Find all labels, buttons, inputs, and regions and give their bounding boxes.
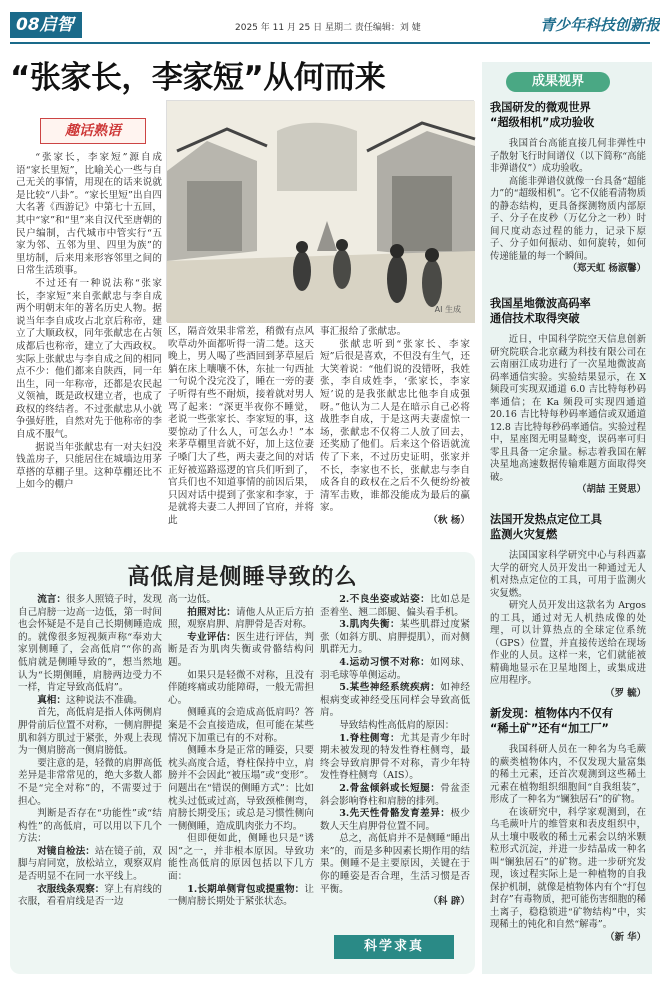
paragraph: 张献忠听到“张家长、李家短”后很是喜欢，不但没有生气，还大笑着说：“他们说的没错呀，我姓张，李自成姓李，‘张家长，李家短’说的是我张献忠比他李自成强呀。”他认为二人是在暗示自己必将战胜李自成，于是这两夫妻虚惊一场，张献忠不仅将二人放了回去，还奖励了他们。后来这个俗语就流传了下来，不过历史证明，张家并不长，李家也不长，张献忠与李自成各自的政权在之后不久便纷纷被清军击败，谁都没能成为最后的赢家。 [320, 338, 470, 514]
health-article-title: 高低肩是侧睡导致的么 [127, 565, 358, 590]
lead-label: 3.肌肉失衡： [339, 619, 401, 631]
lead-label: 2.骨盆倾斜或长短腿： [339, 782, 441, 794]
health-column-1 [18, 594, 162, 972]
paragraph [18, 884, 162, 909]
lead-label: 流言： [37, 594, 66, 605]
news-body-4 [490, 744, 646, 970]
paragraph: 要注意的是，轻微的肩胛高低差异是非常常见的，绝大多数人都不是“完全对称”的，不需要过于担心。 [18, 757, 162, 807]
news-body-1 [490, 138, 646, 294]
lead-label: 对镜自检法： [37, 845, 95, 857]
column-tag-label: 趣话熟语 [65, 123, 121, 139]
paragraph-text: 这种说法不准确。 [65, 694, 143, 706]
paragraph: 首先，高低肩是指人体两侧肩胛骨前后位置不对称，一侧肩胛提肌和斜方肌过于紧张，外观上表现为一侧肩膀高一侧肩膀低。 [18, 707, 162, 757]
title-line: “稀土矿”还有“加工厂” [490, 722, 609, 735]
paragraph-text: 如网球、羽毛球等单侧运动。 [320, 656, 471, 681]
health-column-2 [168, 594, 314, 972]
paragraph: 近日，中国科学院空天信息创新研究院联合北京藏为科技有限公司在云南丽江成功进行了一次星地微波高码率通信实验。实验结果显示，在 X 频段可实现双通道 6.0 吉比特每秒码率通信；在 Ka 频段可实现四通道 20.16 吉比特每秒码率通信或双通道 12.8 吉比特每秒码率通信。实验过程中，星座图无明显畸变，误码率可归零且具备一定余量。标志着我国在解决星地高速数据传输难题方面取得突破。 [490, 334, 646, 483]
paragraph: 判断是否存在“功能性”或“结构性”的高低肩，可以用以下几个方法： [18, 808, 162, 845]
paragraph: 在该研究中，科学家观测到，在乌毛蕨叶片的维管束和表皮组织中，从土壤中吸收的稀土元素会以纳米颗粒形式沉淀，并进一步结晶成一种名叫“镧独居石”的矿物。进一步研究发现，该过程实际上是一种植物的自我保护机制，就像是植物体内有个“打包封存”有毒物质，把可能伤害细胞的稀土离子，稳稳锁进“矿物结构”中，实现稀土的钝化和自然“解毒”。 [490, 806, 646, 930]
paragraph: 侧睡本身是正常的睡姿，只要枕头高度合适，脊柱保持中立，肩膀并不会因此“被压塌”或“变形”。问题出在“错误的侧睡方式”：比如枕头过低或过高，导致颈椎侧弯，肩膀长期受压；或总是习惯性侧向一侧侧睡，造成肌肉张力不均。 [168, 745, 314, 832]
paragraph [320, 682, 470, 720]
lead-label: 3.先天性骨骼发育差异： [339, 808, 451, 820]
paragraph [320, 594, 470, 619]
paragraph: 研究人员开发出这款名为 Argos 的工具，通过对无人机热成像的处理，可以计算热点的全球定位系统（GPS）位置，并直接传送给在现场作业的人员。这样一来，它们就能被精确地显示在卫星地图上，或集成进应用程序。 [490, 600, 646, 686]
paragraph: 我国科研人员在一种名为乌毛蕨的蕨类植物体内，不仅发现大量富集的稀土元素，还首次观测到这些稀土元素在植物组织细胞间“自我组装”，形成了一种名为“镧独居石”的矿物。 [490, 744, 646, 805]
title-line: 监测火灾复燃 [490, 528, 558, 541]
page-section-tag: 08启智 [10, 12, 82, 38]
paragraph [320, 657, 470, 682]
paragraph: 我国首台高能直接几何非弹性中子散射飞行时间谱仪（以下简称“高能非弹谱仪”）成功验收。 [490, 138, 646, 174]
image-caption: AI 生成 [434, 305, 461, 314]
byline: （新 华） [605, 931, 646, 943]
title-line: 通信技术取得突破 [490, 312, 580, 325]
feature-illustration [166, 100, 474, 322]
title-line: 我国研发的微观世界 [490, 101, 591, 114]
paragraph [168, 884, 314, 909]
paragraph-text: 比如总是歪着坐、翘二郎腿、偏头看手机。 [320, 594, 471, 618]
news-title-2 [490, 296, 591, 326]
paragraph [18, 594, 162, 695]
paragraph: 但即便如此，侧睡也只是“诱因”之一，并非根本原因。导致功能性高低肩的原因包括以下几方面： [168, 833, 314, 883]
paragraph: 侧睡真的会造成高低肩吗？答案是不会直接造成，但可能在某些情况下加重已有的不对称。 [168, 707, 314, 744]
lead-label: 1.脊柱侧弯： [339, 732, 401, 744]
paragraph-text: 尤其是青少年时期未被发现的特发性脊柱侧弯，最终会导致肩胛骨不对称，青少年特发性脊柱侧弯（AIS）。 [320, 732, 471, 782]
paragraph [18, 695, 162, 708]
lead-label: 拍照对比： [187, 606, 237, 618]
feature-column-1 [16, 152, 162, 548]
lead-label: 2.不良坐姿或站姿： [339, 594, 431, 605]
news-title-3 [490, 512, 602, 542]
news-title-1 [490, 100, 594, 130]
news-body-3 [490, 550, 646, 699]
paragraph: 不过还有一种说法称“张家长，李家短”来自张献忠与李自成两个明朝末年的著名历史人物。据说当年李自成攻占北京后称帝，建立了大顺政权，同年张献忠在占领成都后也称帝，建立了大西政权。实际上张献忠与李自成之间的相同点不少：他们都来自陕西，同一年出生，同一年称帝，还都是农民起义领袖，既是政权建立者，也成了政权的终结者。不过张献忠从小就争强好胜，自然对先于他称帝的李自成不服气。 [16, 277, 162, 441]
byline: （罗 毓） [605, 687, 646, 699]
lead-label: 1.长期单侧背包或提重物： [187, 883, 305, 895]
sidebar-heading: 成果视界 [506, 72, 610, 92]
paragraph-text: 极少数人天生肩胛骨位置不同。 [320, 808, 471, 832]
news-title-4 [490, 706, 613, 736]
title-line: 新发现：植物体内不仅有 [490, 707, 614, 720]
news-body-2 [490, 334, 646, 510]
paragraph: 导致结构性高低肩的原因： [339, 719, 455, 731]
title-line: 法国开发热点定位工具 [490, 513, 602, 526]
title-line: “超级相机”成功验收 [490, 116, 595, 129]
lead-label: 4.运动习惯不对称： [339, 656, 431, 668]
byline: （胡喆 王贤思） [577, 484, 646, 495]
lead-label: 衣服线条观察： [37, 883, 105, 895]
paragraph: 法国国家科学研究中心与科西嘉大学的研究人员开发出一种通过无人机对热点定位的工具，可用于监测火灾复燃。 [490, 550, 646, 599]
paragraph [320, 733, 470, 783]
header-divider [10, 42, 650, 44]
paragraph-text: 骨盆歪斜会影响脊柱和肩膀的排列。 [320, 782, 471, 807]
paragraph: 总之，高低肩并不是侧睡“睡出来”的，而是多种因素长期作用的结果。侧睡不是主要原因，关键在于你的睡姿是否合理，生活习惯是否平衡。 [320, 833, 470, 895]
paragraph: 据说当年张献忠有一对夫妇没钱盖房子，只能居住在城墙边用茅草搭的草棚子里。这种草棚还比不上如今的棚户 [16, 441, 162, 491]
title-line: 我国星地微波高码率 [490, 297, 591, 310]
paragraph-text: 请他人从正后方拍照，观察肩胛、肩胛骨是否对称。 [168, 606, 315, 631]
feature-column-2 [168, 326, 314, 548]
lead-label: 专业评估： [187, 631, 237, 643]
ink-painting-street-scene [167, 101, 475, 323]
byline: （科 辟） [428, 896, 470, 908]
health-column-3 [320, 594, 470, 930]
paragraph [168, 632, 314, 670]
paragraph [320, 808, 470, 833]
paragraph [320, 619, 470, 657]
paragraph: 如果只是轻微不对称，且没有伴随疼痛或功能障碍，一般无需担心。 [168, 669, 314, 706]
paragraph: 高能非弹谱仪就像一台具备“超能力”的“超级相机”。它不仅能看清物质的静态结构，更具备探测物质内部原子、分子在皮秒（万亿分之一秒）时间尺度动态过程的能力，记录下原子、分子如何振动、如何旋转，如何传递能量的每一个瞬间。 [490, 175, 646, 262]
paragraph: 区，隔音效果非常差，稍微有点风吹草动外面都听得一清二楚。这天晚上，男人喝了些酒回到茅草屋后躺在床上嚷嚷不休，东扯一句西扯一句说个没完没了，睡在一旁的妻子听得有些不耐烦，接着就对男人骂了起来：“深更半夜你不睡觉，老说一些张家长、李家短的事，这要惊动了什么人，可怎么办！”本来茅草棚里音就不好，加上这位妻子嗓门大了些，两夫妻之间的对话正好被巡路巡逻的官兵们听到了，官兵们也不知道事情的前因后果，只因对话中提到了张家和李家，于是就将夫妻二人押回了官府，并将此 [168, 326, 314, 526]
lead-label: 5.某些神经系统疾病： [339, 682, 441, 694]
paragraph [320, 783, 470, 808]
column-tag [40, 118, 146, 144]
paragraph-text: 穿上有肩线的衣服，看看肩线是否一边 [18, 883, 163, 908]
byline: （秋 杨） [428, 514, 470, 526]
paragraph-text: 如神经根病变或神经受压同样会导致高低肩。 [320, 682, 471, 719]
paragraph-text: 站在镜子前，双脚与肩同宽，放松站立，观察双肩是否明显不在同一水平线上。 [18, 845, 162, 883]
feature-column-3 [320, 326, 470, 548]
section-stamp: 科学求真 [334, 935, 454, 959]
paragraph: “张家长，李家短”源自成语“家长里短”，比喻关心一些与自己无关的事情，用现在的话来说就是比较“八卦”。“家长里短”出自四大名著《西游记》中第七十五回，其中“家”和“里”来自汉代至唐朝的民户编制，古代城市中管实行“五家为邻、五邻为里、四里为族”的里坊制，后来用来形容邻里之间的日常生活琐事。 [16, 152, 162, 277]
paragraph-text: 很多人照镜子时，发现自己肩膀一边高一边低，第一时间也会怀疑是不是自己长期侧睡造成的。就像很多短视频声称“奉劝大家别侧睡了，会高低肩”“你的高低肩就是侧睡导致的”，想当然地认为“长期侧睡，肩膀两边受力不一样，肯定导致高低肩”。 [18, 594, 163, 694]
paragraph [168, 607, 314, 632]
byline: （郑天虹 杨淑馨） [567, 263, 646, 274]
paragraph [18, 846, 162, 884]
newspaper-brand: 青少年科技创新报 [540, 16, 660, 34]
paragraph-text: 让一侧肩膀长期处于紧张状态。 [168, 883, 314, 908]
paragraph: 事汇报给了张献忠。 [320, 326, 407, 337]
paragraph-text: 医生进行评估，判断是否为肌肉失衡或骨骼结构问题。 [168, 631, 315, 668]
lead-label: 真相： [37, 694, 66, 706]
feature-title: “张家长，李家短”从何而来 [10, 60, 386, 96]
issue-meta: 2025 年 11 月 25 日 星期二 责任编辑：刘 婕 [235, 23, 421, 33]
paragraph: 高一边低。 [168, 594, 216, 605]
paragraph-text: 某些肌群过度紧张（如斜方肌、肩胛提肌），而对侧肌群无力。 [320, 619, 471, 656]
